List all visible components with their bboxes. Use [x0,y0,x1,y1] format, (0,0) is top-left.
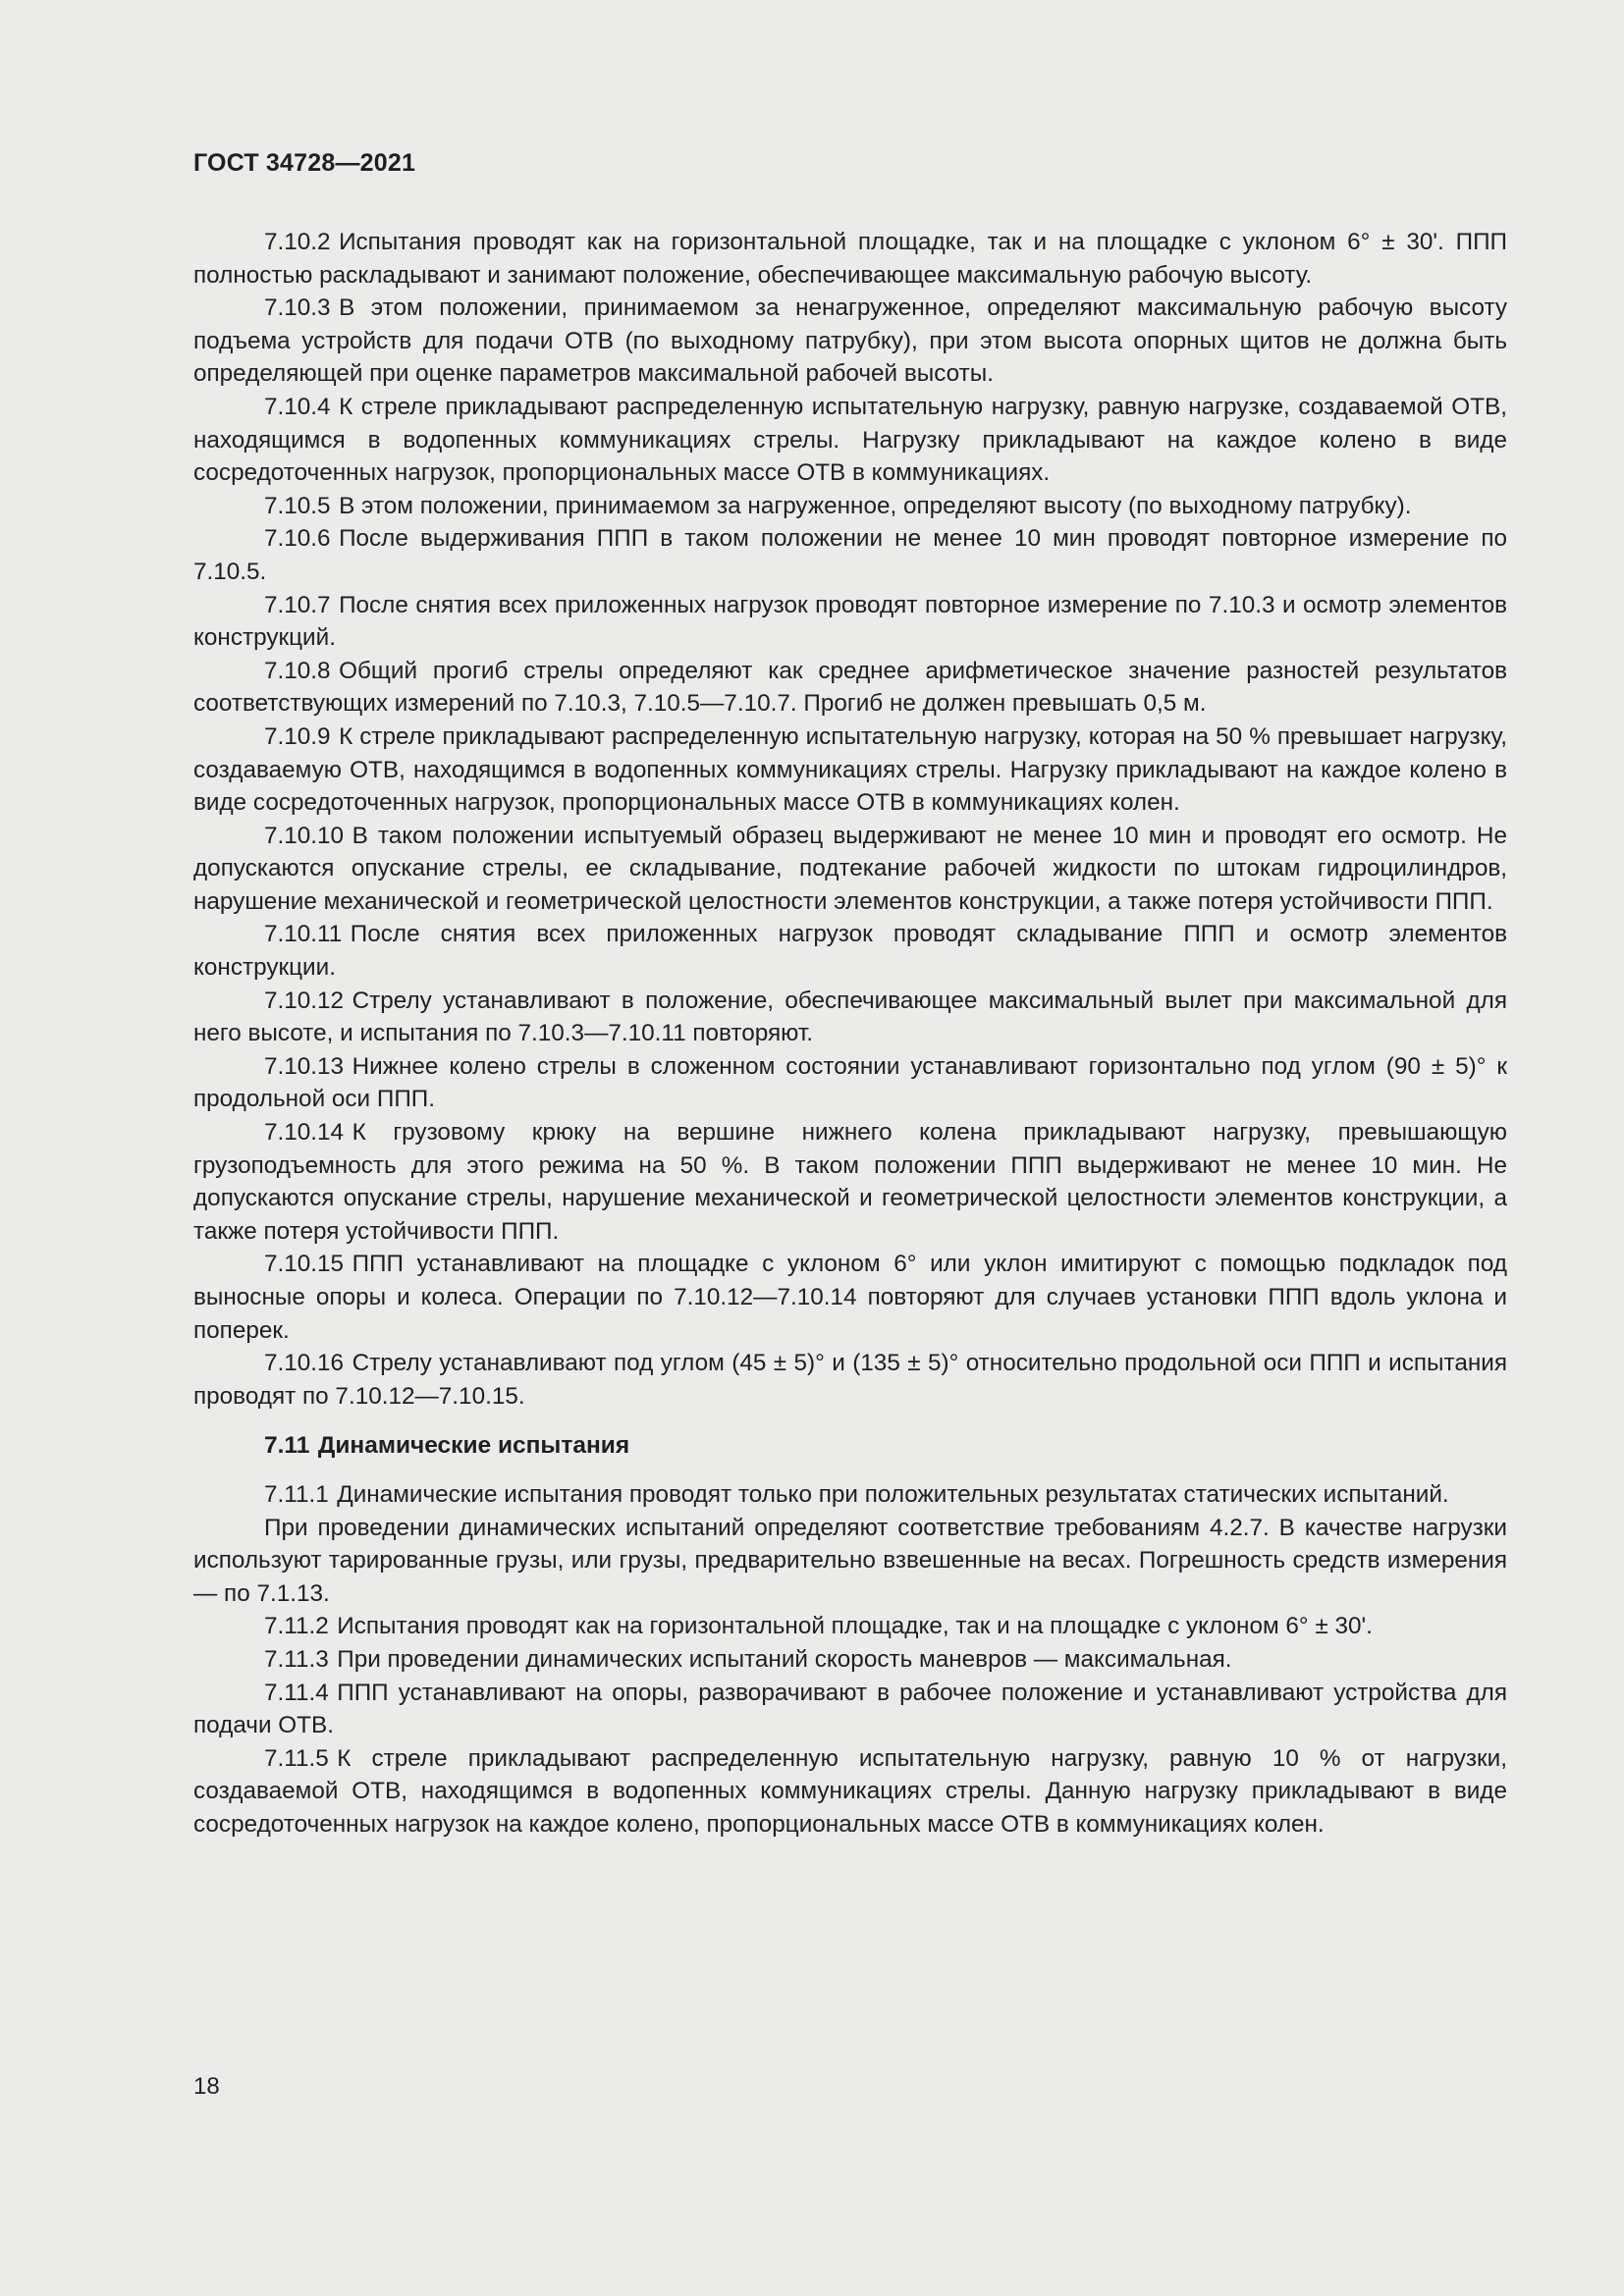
document-body [193,226,1507,1842]
paragraph-text: Испытания проводят как на горизонтальной площадке, так и на площадке с уклоном 6° ± 30'. ППП полностью раскладывают и занимают положение, обеспечивающее максимальную рабочую высоту. [193,229,1507,289]
paragraph-7-10-14 [193,1116,1507,1248]
paragraph-7-10-9 [193,721,1507,820]
paragraph-text: К стреле прикладывают распределенную испытательную нагрузку, равную 10 % от нагрузки, создаваемой ОТВ, находящимся в водопенных коммуникациях стрелы. Данную нагрузку прикладывают в виде сосредоточенных нагрузок на каждое колено, пропорциональных массе ОТВ в коммуникациях колен. [193,1744,1507,1838]
paragraph-7-10-4 [193,391,1507,490]
paragraph-7-11-4 [193,1677,1507,1742]
paragraph-number: 7.11.3 [264,1645,329,1673]
paragraph-text: К грузовому крюку на вершине нижнего колена прикладывают нагрузку, превышающую грузоподъемность для этого режима на 50 %. В таком положении ППП выдерживают не менее 10 мин. Не допускаются опускание стрелы, нарушение механической и геометрической целостности элементов конструкции, а также потеря устойчивости ППП. [193,1119,1507,1245]
paragraph-number: 7.10.11 [264,921,343,948]
paragraph-text: ППП устанавливают на опоры, разворачивают в рабочее положение и устанавливают устройства для подачи ОТВ. [193,1679,1507,1739]
paragraph-7-10-2 [193,226,1507,292]
paragraph-7-10-12 [193,985,1507,1050]
paragraph-text: После выдерживания ППП в таком положении не менее 10 мин проводят повторное измерение по 7.10.5. [193,525,1507,585]
paragraph-number: 7.11.5 [264,1744,329,1772]
paragraph-7-10-5 [193,490,1507,523]
paragraph-7-11-1-continued [193,1512,1507,1611]
paragraph-7-11-3 [193,1643,1507,1677]
section-heading-7-11 [193,1429,1507,1463]
paragraph-number: 7.10.2 [264,229,331,255]
section-title: Динамические испытания [317,1432,630,1460]
paragraph-text: Общий прогиб стрелы определяют как среднее арифметическое значение разностей результатов соответствующих измерений по 7.10.3, 7.10.5—7.10.7. Прогиб не должен превышать 0,5 м. [193,657,1507,718]
paragraph-text: При проведении динамических испытаний скорость маневров — максимальная. [337,1645,1232,1673]
paragraph-number: 7.11.2 [264,1613,329,1640]
paragraph-text: После снятия всех приложенных нагрузок проводят складывание ППП и осмотр элементов конструкции. [193,921,1507,982]
paragraph-7-11-2 [193,1610,1507,1643]
paragraph-7-11-5 [193,1742,1507,1842]
paragraph-7-10-15 [193,1248,1507,1347]
paragraph-number: 7.10.6 [264,525,331,553]
paragraph-text: После снятия всех приложенных нагрузок проводят повторное измерение по 7.10.3 и осмотр элементов конструкций. [193,591,1507,652]
paragraph-number: 7.10.4 [264,393,331,420]
paragraph-text: Стрелу устанавливают под углом (45 ± 5)° и (135 ± 5)° относительно продольной оси ППП и испытания проводят по 7.10.12—7.10.15. [193,1350,1507,1410]
paragraph-number: 7.10.16 [264,1350,345,1377]
paragraph-7-10-3 [193,292,1507,391]
paragraph-7-11-1 [193,1478,1507,1512]
page-number: 18 [193,2073,220,2100]
paragraph-text: Испытания проводят как на горизонтальной площадке, так и на площадке с уклоном 6° ± 30'. [337,1613,1373,1640]
paragraph-number: 7.10.14 [264,1119,345,1147]
paragraph-text: В этом положении, принимаемом за ненагруженное, определяют максимальную рабочую высоту подъема устройств для подачи ОТВ (по выходному патрубку), при этом высота опорных щитов не должна быть определяющей при оценке параметров максимальной рабочей высоты. [193,294,1507,388]
paragraph-number: 7.11.1 [264,1480,329,1508]
paragraph-7-10-7 [193,589,1507,655]
paragraph-number: 7.10.8 [264,657,331,684]
paragraph-text: Стрелу устанавливают в положение, обеспечивающее максимальный вылет при максимальной для него высоте, и испытания по 7.10.3—7.10.11 повторяют. [193,987,1507,1047]
paragraph-number: 7.10.13 [264,1052,345,1080]
paragraph-7-10-6 [193,522,1507,588]
paragraph-7-10-13 [193,1050,1507,1116]
paragraph-7-10-11 [193,918,1507,984]
paragraph-number: 7.10.7 [264,591,331,618]
paragraph-number: 7.10.10 [264,822,345,849]
standard-code-header: ГОСТ 34728—2021 [193,149,416,177]
paragraph-number: 7.10.12 [264,987,345,1014]
paragraph-7-10-16 [193,1347,1507,1413]
paragraph-7-10-8 [193,655,1507,721]
paragraph-text: ППП устанавливают на площадке с уклоном 6° или уклон имитируют с помощью подкладок под выносные опоры и колеса. Операции по 7.10.12—7.10.14 повторяют для случаев установки ППП вдоль уклона и поперек. [193,1251,1507,1344]
paragraph-text: К стреле прикладывают распределенную испытательную нагрузку, равную нагрузке, создаваемой ОТВ, находящимся в водопенных коммуникациях стрелы. Нагрузку прикладывают на каждое колено в виде сосредоточенных нагрузок, пропорциональных массе ОТВ в коммуникациях. [193,393,1507,487]
paragraph-7-10-10 [193,820,1507,919]
paragraph-text: При проведении динамических испытаний определяют соответствие требованиям 4.2.7. В качестве нагрузки используют тарированные грузы, или грузы, предварительно взвешенные на весах. Погрешность средств измерения — по 7.1.13. [193,1514,1507,1607]
paragraph-number: 7.11.4 [264,1679,329,1706]
paragraph-text: В этом положении, принимаемом за нагруженное, определяют высоту (по выходному патрубку). [339,492,1412,519]
paragraph-number: 7.10.5 [264,492,331,519]
paragraph-number: 7.10.9 [264,722,331,750]
paragraph-text: К стреле прикладывают распределенную испытательную нагрузку, которая на 50 % превышает нагрузку, создаваемую ОТВ, находящимся в водопенных коммуникациях стрелы. Нагрузку прикладывают на каждое колено в виде сосредоточенных нагрузок, пропорциональных массе ОТВ в коммуникациях колен. [193,722,1507,817]
paragraph-text: Нижнее колено стрелы в сложенном состоянии устанавливают горизонтально под углом (90 ± 5)° к продольной оси ППП. [193,1052,1507,1113]
paragraph-number: 7.10.3 [264,294,331,322]
paragraph-number: 7.10.15 [264,1251,345,1278]
paragraph-text: Динамические испытания проводят только при положительных результатах статических испытаний. [337,1480,1449,1508]
paragraph-text: В таком положении испытуемый образец выдерживают не менее 10 мин и проводят его осмотр. Не допускаются опускание стрелы, ее складывание, подтекание рабочей жидкости по штокам гидроцилиндров, нарушение механической и геометрической целостности элементов конструкции, а также потеря устойчивости ППП. [193,822,1507,915]
section-number: 7.11 [264,1432,310,1460]
